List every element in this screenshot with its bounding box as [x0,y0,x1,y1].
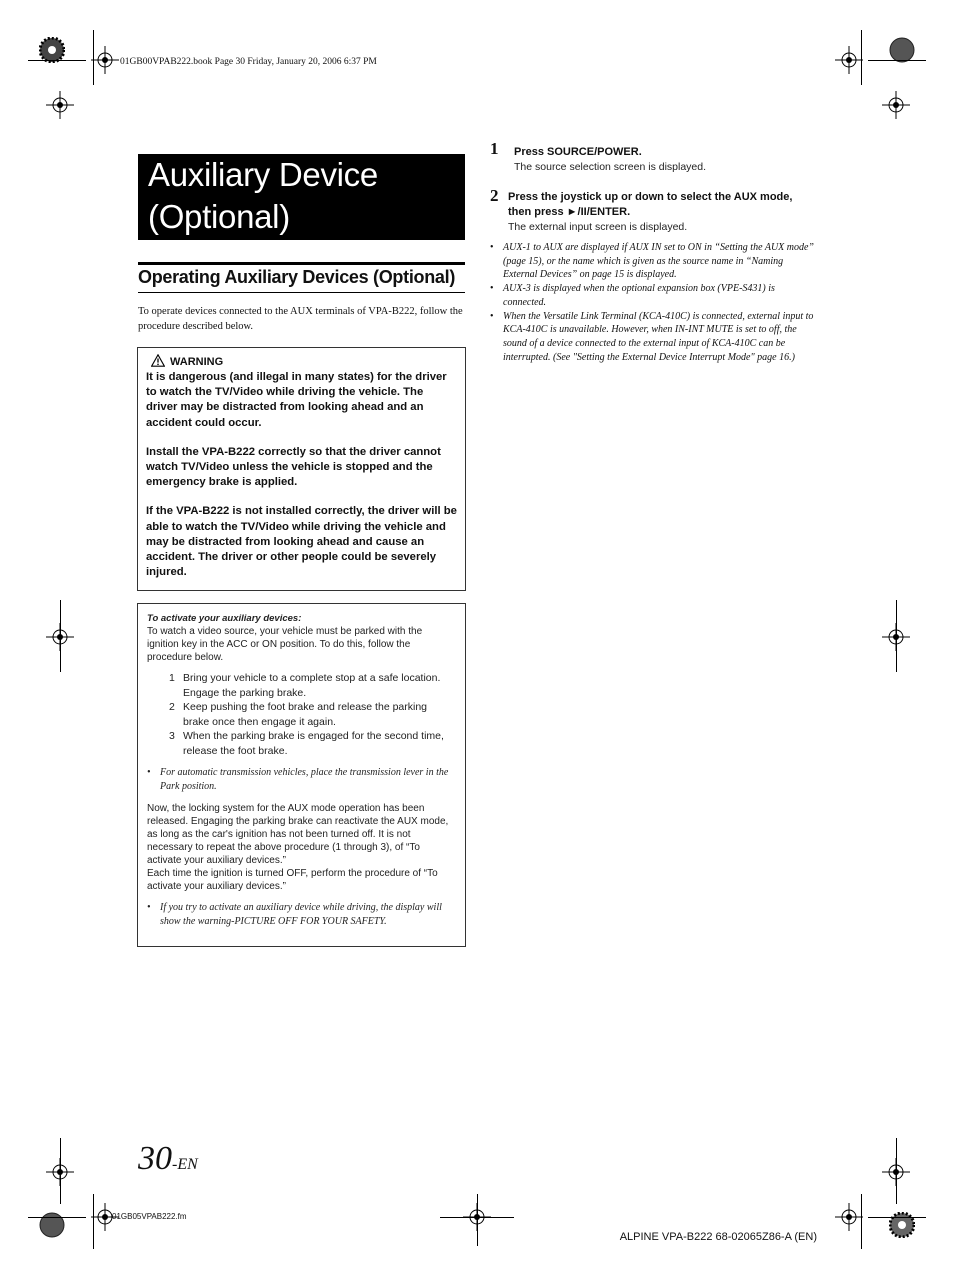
crosshair-mark-icon [91,46,119,74]
warning-label: WARNING [170,356,224,368]
procedure-step [490,187,815,235]
activate-intro: To watch a video source, your vehicle must be parked with the ignition key in the ACC or ON position. To do this, follow the procedure below. [147,626,423,663]
crop-line [861,1194,862,1249]
fm-file-info: 01GB05VPAB222.fm [112,1212,187,1221]
bullet-icon: • [147,767,151,778]
step-result: The external input screen is displayed. [507,221,688,233]
note-text: AUX-3 is displayed when the optional expansion box (VPE-S431) is connected. [503,283,775,308]
activate-note [147,901,456,929]
crop-line [93,30,94,85]
crop-line [60,1138,61,1204]
step-text: . [638,146,642,158]
activate-paragraph: Each time the ignition is turned OFF, perform the procedure of “To activate your auxiliary devices.” [147,868,438,892]
step-number: 2 [169,701,175,713]
color-registration-wheel-icon [889,1212,915,1238]
crop-line [868,1217,926,1218]
key-label: ►/II/ENTER [566,206,628,218]
crop-line [896,600,897,672]
step-result: The source selection screen is displayed. [514,161,707,173]
list-item [490,310,815,365]
key-label: joystick [560,191,602,203]
page-title [138,154,465,240]
crop-line [28,60,86,61]
step-text: up or down to select the [601,191,734,203]
activate-paragraph: Now, the locking system for the AUX mode operation has been released. Engaging the parking brake can reactivate the AUX mode, as long as the car's ignition has not been turned off. It is not necessary to repeat the above procedure (1 through 3), of “To activate your auxiliary devices.” [147,803,449,866]
procedure-step [490,140,815,175]
page-title-line2: (Optional) [148,198,290,235]
warning-box [137,347,466,591]
bullet-icon: • [490,242,494,253]
activate-devices-box [137,603,466,947]
crop-line [28,1217,86,1218]
page-number-suffix: -EN [172,1156,198,1173]
note-text: If you try to activate an auxiliary device while driving, the display will show the warning-PICTURE OFF FOR YOUR SAFETY. [160,902,442,927]
key-label: AUX [733,191,757,203]
step-text: . [627,206,631,218]
crosshair-mark-icon [835,46,863,74]
intro-text: To operate devices connected to the AUX terminals of VPA-B222, follow the procedure described below. [138,306,463,332]
list-item [169,700,456,729]
crop-line [477,1194,478,1246]
key-label: SOURCE/POWER [547,146,639,158]
footer-model: ALPINE VPA-B222 68-02065Z86-A (EN) [619,1231,817,1243]
step-text: Press [514,146,548,158]
page-title-line1: Auxiliary Device [148,156,378,193]
activate-note [147,766,456,794]
book-info: 01GB00VPAB222.book Page 30 Friday, January 20, 2006 6:37 PM [120,57,377,67]
note-text: For automatic transmission vehicles, place the transmission lever in the Park position. [160,767,449,792]
note-text: When the Versatile Link Terminal (KCA-410C) is connected, external input to KCA-410C is unavailable. However, when IN-INT MUTE is set to off, the sound of a device connected to the external input of KCA-410C can be interrupted. (See "Setting the External Device Interrupt Mode" page 16.) [503,310,814,363]
warning-paragraph: Install the VPA-B222 correctly so that the driver cannot watch TV/Video unless the vehicle is stopped and the emergency brake is applied. [146,445,441,489]
crosshair-mark-icon [835,1203,863,1231]
notes-list [490,241,815,364]
crop-line [861,30,862,85]
page-number [138,1140,198,1178]
right-column [490,140,815,364]
note-text: AUX-1 to AUX are displayed if AUX IN set to ON in “Setting the AUX mode” (page 15), or the name which is given as the source name in “Naming External Devices” on page 15 is displayed. [503,242,814,281]
step-number: 3 [169,730,175,742]
step-text: Press the [507,191,561,203]
crosshair-mark-icon [882,91,910,119]
crop-line [896,1138,897,1204]
step-text: Keep pushing the foot brake and release the parking brake once then engage it again. [183,701,428,728]
step-number: 2 [490,186,499,205]
list-item [169,671,456,700]
step-text: Bring your vehicle to a complete stop at a safe location. Engage the parking brake. [183,672,441,699]
page-number-value: 30 [138,1140,172,1177]
activate-steps [169,671,456,758]
crop-line [93,1194,94,1249]
bullet-icon: • [490,310,494,322]
step-text: When the parking brake is engaged for the second time, release the foot brake. [183,730,444,757]
step-number: 1 [169,672,175,684]
list-item [169,729,456,758]
crop-line [60,600,61,672]
warning-paragraph: If the VPA-B222 is not installed correctly, the driver will be able to watch the TV/Video while driving the vehicle and may be distracted from looking ahead and cause an accident. The driver or other people could be severely injured. [146,505,457,579]
color-registration-wheel-icon [39,1212,65,1238]
warning-title [146,354,457,370]
warning-triangle-icon [151,354,165,370]
step-text: mode, then press [507,191,793,218]
bullet-icon: • [490,283,494,295]
crosshair-mark-icon [46,91,74,119]
list-item [490,282,815,309]
warning-paragraph: It is dangerous (and illegal in many states) for the driver to watch the TV/Video while driving the vehicle. The driver may be distracted from looking ahead and an accident could occur. [146,371,447,429]
bullet-icon: • [147,902,151,913]
section-heading: Operating Auxiliary Devices (Optional) [138,262,465,293]
activate-heading: To activate your auxiliary devices: [147,613,302,624]
step-number: 1 [490,139,499,158]
crop-line [868,60,926,61]
list-item [490,241,815,282]
